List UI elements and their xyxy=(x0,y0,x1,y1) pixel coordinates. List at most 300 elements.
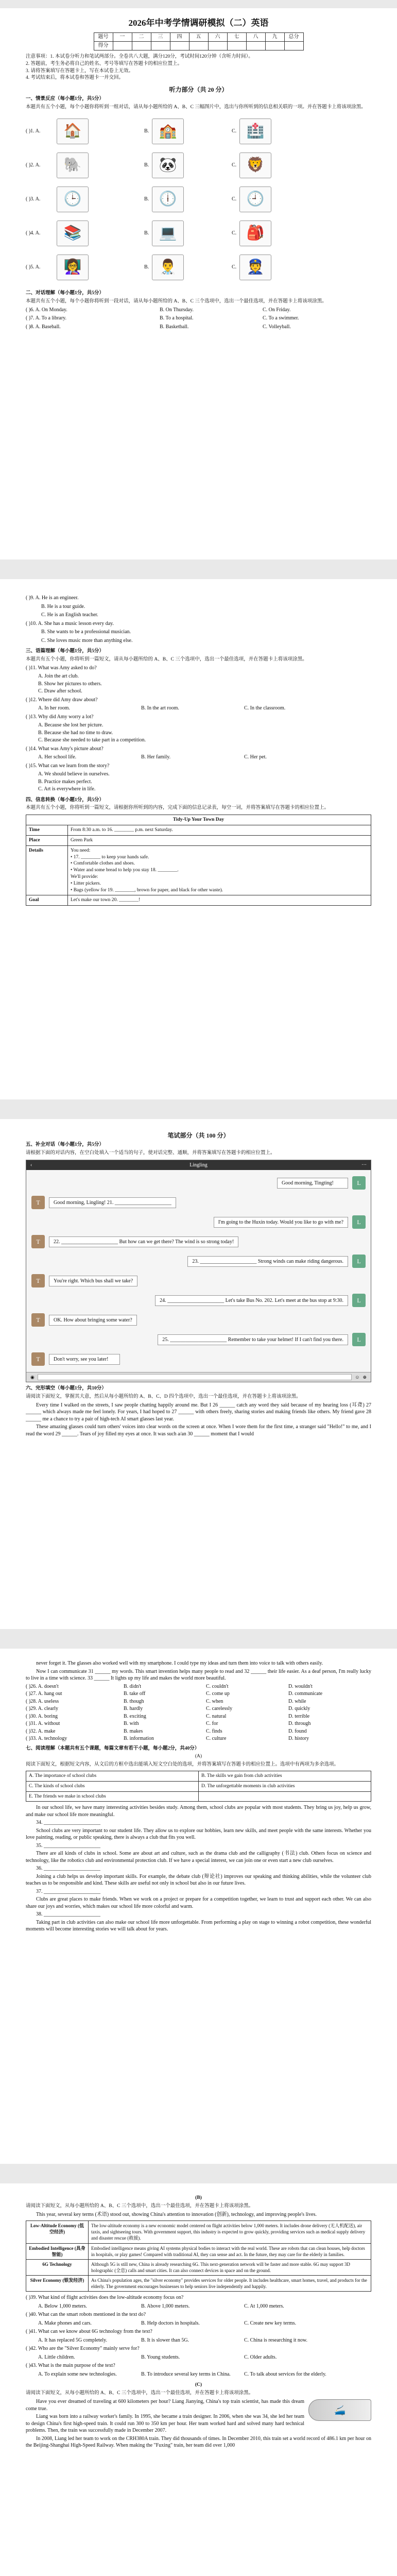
option: C. To talk about services for the elderly. xyxy=(244,2371,326,2377)
option-b: B. On Thursday. xyxy=(160,307,194,313)
cloze-option: B. though xyxy=(124,1698,144,1704)
cloze-option: D. history xyxy=(288,1736,309,1741)
cloze-option-row xyxy=(26,1705,371,1713)
question-row xyxy=(26,315,371,322)
page-gap xyxy=(0,560,397,579)
cloze-option: C. couldn't xyxy=(206,1683,229,1689)
chat-bubble: 23. ______________________ Strong winds can make riding dangerous. xyxy=(187,1256,348,1267)
paragraph: 36. ______________________ xyxy=(36,1866,100,1872)
exam-notes xyxy=(26,54,371,81)
term-name: Embodied Intelligence (具身智能) xyxy=(26,2243,89,2259)
score-header-cell: 六 xyxy=(208,32,227,41)
paragraph: Now I can communicate 31 ______ my words. This smart invention helps many people to read and 32 ______ their life easier. As a deaf person, I'm really lucky to live in a time with science. 33 ______ It lights up my life and makes the world more beautiful. xyxy=(26,1668,371,1681)
option-letter: B. xyxy=(144,230,149,236)
table-value: Green Park xyxy=(68,835,371,845)
option-cell: D. The unforgettable moments in club activities xyxy=(199,1781,371,1791)
score-header-cell: 八 xyxy=(246,32,265,41)
part3-instruction: 三、语篇理解（每小题1分，共5分） xyxy=(26,649,105,654)
part4-instruction: 四、信息转换（每小题1分，共5分） xyxy=(26,797,105,803)
option-line: C. He is an English teacher. xyxy=(41,612,98,618)
option: B. Young students. xyxy=(141,2354,180,2360)
option-letter: C. xyxy=(232,162,237,168)
page-2 xyxy=(10,579,387,1099)
cloze-option: B. didn't xyxy=(124,1683,142,1689)
table-row xyxy=(26,845,371,895)
picture-option xyxy=(57,255,144,280)
question-line: ( )15. What can we learn from the story? xyxy=(26,762,110,769)
option-picture-icon: 🎒 xyxy=(239,221,271,246)
picture-option xyxy=(57,187,144,212)
question-number: ( )3. A. xyxy=(26,196,41,202)
cloze-option: C. carelessly xyxy=(206,1706,233,1711)
table-key: Time xyxy=(26,825,68,836)
table-key: Details xyxy=(26,845,68,895)
part7b-title: (B) xyxy=(195,2195,202,2200)
paragraph: Joining a club helps us develop important skills. For example, the debate club (辩论社) improves our speaking and thinking abilities, while the volunteer club teaches us to be responsible and kind. These skills are useful not only in school but also in our future lives. xyxy=(26,1873,371,1887)
option-cell: B. The skills we gain from club activities xyxy=(199,1771,371,1781)
option-row xyxy=(38,2303,371,2310)
train-image: 🚄 xyxy=(308,2399,371,2421)
more-icon: ··· xyxy=(361,1162,367,1168)
option-picture-icon: 🏫 xyxy=(152,118,184,144)
paragraph: 38. ______________________ xyxy=(36,1911,100,1918)
paragraph: Every time I walked on the streets, I saw people chatting happily around me. But I 26 ______ catch any word they said because of my hearing loss (耳聋) 27 ______ which always made me feel lonely. For years, I had hoped to 27 ______ with others freely, sharing stories and making friends like others. My friend gave 28 ______ me a chance to try a pair of high-tech AI smart glasses last year. xyxy=(26,1402,371,1422)
score-header-cell: 七 xyxy=(227,32,246,41)
listening-title: 听力部分（共 20 分） xyxy=(169,86,228,94)
option-picture-icon: 📚 xyxy=(57,221,89,246)
option-letter: B. xyxy=(144,162,149,168)
avatar: L xyxy=(352,1215,366,1229)
picture-option xyxy=(232,118,319,144)
option-letter: C. xyxy=(232,128,237,134)
part6-instruction: 六、完形填空（每小题1分，共10分） xyxy=(26,1386,107,1392)
question-line: ( )10. A. She has a music lesson every day. xyxy=(26,620,114,626)
option: C. At 1,000 meters. xyxy=(244,2303,284,2309)
cloze-option: D. wouldn't xyxy=(288,1683,313,1689)
paragraph: 34. ______________________ xyxy=(36,1820,100,1826)
chat-message xyxy=(31,1294,366,1307)
cloze-option-row xyxy=(26,1690,371,1698)
option-row xyxy=(38,2337,371,2344)
option-letter: C. xyxy=(232,196,237,202)
score-cell xyxy=(170,41,189,50)
table-value: Let's make our town 20. ________! xyxy=(68,895,371,906)
option-row xyxy=(26,1791,371,1802)
picture-option xyxy=(232,187,319,212)
cloze-options xyxy=(26,1683,371,1742)
back-icon: ‹ xyxy=(30,1162,32,1168)
score-header-cell: 四 xyxy=(170,32,189,41)
option-row xyxy=(38,2354,371,2361)
option: A. Little children. xyxy=(38,2354,75,2360)
option-b: B. To a hospital. xyxy=(160,315,194,321)
score-cell xyxy=(265,41,284,50)
question-line: ( )40. What can the smart robots mentioned in the text do? xyxy=(26,2312,146,2318)
paragraph: There are all kinds of clubs in school. Some are about art and culture, such as the drama club and the calligraphy (书法) club. Others focus on science and technology, like the robotics club and environmental protection club. If we have a special interest, we can join one or even start a new club ourselves. xyxy=(26,1851,371,1863)
chat-bubble: OK. How about bringing some water? xyxy=(49,1315,137,1326)
page-gap xyxy=(0,1099,397,1119)
table-row xyxy=(26,895,371,906)
cloze-option: B. with xyxy=(124,1721,139,1726)
option: A. It has replaced 5G completely. xyxy=(38,2337,108,2343)
question-number: ( )1. A. xyxy=(26,128,41,134)
option-row xyxy=(38,754,371,761)
reading-options-box xyxy=(26,1771,371,1802)
question-line: ( )42. Who are the "Silver Economy" mainly serve for? xyxy=(26,2346,140,2352)
chat-window xyxy=(26,1160,371,1383)
part3-questions xyxy=(26,665,371,793)
chat-bubble: 25. ______________________ Remember to take your helmet! If I can't find you there. xyxy=(158,1334,348,1346)
avatar: T xyxy=(31,1313,45,1327)
cloze-option: ( )32. A. make xyxy=(26,1728,56,1734)
chat-input-bar xyxy=(26,1372,371,1382)
option-c: C. Volleyball. xyxy=(263,324,291,330)
picture-option xyxy=(57,152,144,178)
tidy-up-info-table xyxy=(26,815,371,906)
option: A. Because she lost her picture. xyxy=(38,722,103,728)
option: A. We should believe in ourselves. xyxy=(38,771,110,777)
picture-option xyxy=(144,187,232,212)
score-header-cell: 一 xyxy=(113,32,132,41)
chat-title-bar xyxy=(26,1160,371,1171)
option-row xyxy=(38,2371,371,2378)
picture-question xyxy=(26,150,371,181)
part7-instruction: 七、阅读理解（本题共有五个课题，每篇文章有若干小题，每小题2分，共40分） xyxy=(26,1745,200,1751)
picture-option xyxy=(144,118,232,144)
option-picture-icon: 🦁 xyxy=(239,152,271,178)
question-line: ( )43. What is the main purpose of the text? xyxy=(26,2363,115,2369)
picture-option xyxy=(57,221,144,246)
option-row xyxy=(38,705,371,712)
option-a: ( )7. A. To a library. xyxy=(26,315,67,321)
chat-message xyxy=(31,1333,366,1346)
option-picture-icon: 💻 xyxy=(152,221,184,246)
paragraph: In 2008, Liang led her team to work on the CRH380A train. They did thousands of times. In December 2010, this train set a world record of 486.1 km per hour on the Beijing-Shanghai High-Speed Railway. When making the "Fuxing" train, her team did over 1,000 xyxy=(26,2435,371,2449)
option: C. Her pet. xyxy=(244,754,267,760)
option: C. China is researching it now. xyxy=(244,2337,307,2343)
avatar: L xyxy=(352,1333,366,1346)
picture-option xyxy=(57,118,144,144)
chat-title: Lingling xyxy=(189,1162,208,1168)
picture-option xyxy=(144,152,232,178)
score-cell xyxy=(227,41,246,50)
avatar: T xyxy=(31,1274,45,1287)
question-number: ( )5. A. xyxy=(26,264,41,270)
question-number: ( )2. A. xyxy=(26,162,41,168)
cloze-option: ( )30. A. boring xyxy=(26,1713,58,1719)
cloze-option: B. exciting xyxy=(124,1713,146,1719)
part5-detail: 请根据下面的对话内容，在空白处填入一个适当的句子，使对话完整、通顺，并将答案填写在答题卡的相应位置上。 xyxy=(26,1150,275,1156)
option-column xyxy=(26,771,371,793)
term-name: Low-Altitude Economy (低空经济) xyxy=(26,2221,89,2243)
option: C. Create new key terms. xyxy=(244,2320,297,2326)
paragraph: Taking part in club activities can also make our school life more unforgettable. From performing a play on stage to winning a robot competition, these wonderful moments will become interesting stories we will talk about for years. xyxy=(26,1919,371,1933)
picture-question xyxy=(26,252,371,283)
chat-bubble: Don't worry, see you later! xyxy=(49,1354,120,1365)
cloze-option: C. natural xyxy=(206,1713,227,1719)
paragraph: In our school life, we have many interesting activities besides study. Among them, school clubs are popular with most students. They bring us joy, help us grow, and make our school life more meaningful. xyxy=(26,1805,371,1818)
page-1 xyxy=(10,8,387,560)
option-a: ( )6. A. On Monday. xyxy=(26,307,67,313)
option-row xyxy=(26,1771,371,1781)
picture-option xyxy=(232,221,319,246)
paragraph: never forget it. The glasses also worked well with my smartphone. I could type my ideas and turn them into voice to talk with others easily. xyxy=(36,1660,323,1666)
avatar: L xyxy=(352,1255,366,1268)
cloze-option-row xyxy=(26,1698,371,1705)
chat-message xyxy=(31,1274,366,1287)
avatar: L xyxy=(352,1176,366,1190)
part7a-title: (A) xyxy=(195,1754,202,1759)
term-row xyxy=(26,2243,371,2259)
paragraph: Have you ever dreamed of traveling at 600 kilometers per hour? Liang Jianying, China's top train scientist, has made this dream come true. xyxy=(26,2399,304,2412)
chat-input xyxy=(38,1374,352,1380)
picture-option xyxy=(232,255,319,280)
part3-detail: 本题共有五个小题，你将听到一篇短文，请从每小题所给的 A、B、C 三个选项中，选出一个最佳选项，并在答题卡上将该项涂黑。 xyxy=(26,656,307,662)
option: B. Above 1,000 meters. xyxy=(141,2303,190,2309)
table-row xyxy=(26,835,371,845)
part7c-title: (C) xyxy=(195,2382,202,2388)
question-row xyxy=(26,307,371,314)
option: C. In the classroom. xyxy=(244,705,286,711)
option: C. Because she needed to take part in a competition. xyxy=(38,737,146,743)
cloze-option: B. makes xyxy=(124,1728,143,1734)
chat-bubble: 24. ______________________ Let's take Bus No. 202. Let's meet at the bus stop at 9:30. xyxy=(155,1295,348,1307)
term-description: The low-altitude economy is a new economic model centered on flight activities below 1,000 meters. It includes drone delivery (无人机配送), air taxis, and sightseeing tours. With government support, this industry is expected to grow quickly, providing services such as medical supply delivery and disaster rescue (救援). xyxy=(89,2221,371,2243)
cloze-passage-cont xyxy=(26,1660,371,1682)
part2-detail: 本题共有五个小题，每个小题你将听到一段对话，请从每小题所给的 A、B、C 三个选项中，选出一个最佳选项，并在答题卡上将该项涂黑。 xyxy=(26,298,327,304)
question-row xyxy=(26,324,371,331)
cloze-option: C. come up xyxy=(206,1691,230,1697)
chat-bubble: 22. ______________________ But how can we get there? The wind is so strong today! xyxy=(49,1236,238,1248)
cloze-option: ( )27. A. hang out xyxy=(26,1691,62,1697)
option-letter: B. xyxy=(144,196,149,202)
term-row xyxy=(26,2259,371,2275)
option-c: C. To a swimmer. xyxy=(263,315,299,321)
chat-bubble: Good morning, Lingling! 21. ______________________ xyxy=(49,1197,176,1209)
option-row xyxy=(26,1781,371,1791)
chat-messages xyxy=(26,1176,371,1366)
option-line: B. He is a tour guide. xyxy=(41,603,85,609)
option: B. Her family. xyxy=(141,754,171,760)
term-description: As China's population ages, the "silver economy" provides services for older people. It includes healthcare, smart homes, travel, and products for the elderly. The government encourages businesses to help seniors live independently and happily. xyxy=(89,2276,371,2292)
option-picture-icon: 👩‍🏫 xyxy=(57,255,89,280)
option-letter: B. xyxy=(144,128,149,134)
cloze-option: C. finds xyxy=(206,1728,222,1734)
reading-passage-a xyxy=(26,1804,371,1933)
chat-bubble: You're right. Which bus shall we take? xyxy=(49,1276,137,1287)
picture-option xyxy=(144,255,232,280)
option: C. Draw after school. xyxy=(38,688,82,694)
part7b-questions xyxy=(26,2294,371,2378)
table-value: From 8:30 a.m. to 16. ________ p.m. next Saturday. xyxy=(68,825,371,836)
score-cell xyxy=(284,41,303,50)
option: A. Her school life. xyxy=(38,754,77,760)
part1-detail: 本题共有五个小题，每个小题你将听到一组对话，请从每小题所给的 A、B、C 三幅图片中，选出与你所听到的信息相关联的一项。并在答题卡上将该项涂黑。 xyxy=(26,105,366,110)
picture-option xyxy=(232,152,319,178)
score-table xyxy=(94,32,304,50)
term-description: Although 5G is still new, China is already researching 6G. This next-generation network will be faster and more stable. 6G may support 3D holographic (全息) calls and smart cities. It can also connect devices in space and on the ground. xyxy=(89,2259,371,2275)
option: A. Below 1,000 meters. xyxy=(38,2303,87,2309)
cloze-option: ( )33. A. technology xyxy=(26,1736,67,1741)
score-header-cell: 五 xyxy=(189,32,208,41)
option-line: B. She wants to be a professional musician. xyxy=(41,629,131,635)
picture-option xyxy=(144,221,232,246)
page-3 xyxy=(10,1119,387,1629)
paragraph: 35. ______________________ xyxy=(36,1842,100,1849)
option-a: ( )8. A. Baseball. xyxy=(26,324,61,330)
cloze-option: ( )28. A. useless xyxy=(26,1698,59,1704)
chat-message xyxy=(31,1313,366,1327)
cloze-option: D. quickly xyxy=(288,1706,310,1711)
term-name: Silver Economy (银发经济) xyxy=(26,2276,89,2292)
option: B. Because she had no time to draw. xyxy=(38,730,113,736)
chat-bubble: I'm going to the Huxin today. Would you like to go with me? xyxy=(214,1217,348,1228)
option-picture-icon: 👨‍⚕️ xyxy=(152,255,184,280)
cloze-option: B. take off xyxy=(124,1691,146,1697)
cloze-option: C. for xyxy=(206,1721,218,1726)
score-header-cell: 三 xyxy=(151,32,170,41)
part5-instruction: 五、补全对话（每小题1分，共5分） xyxy=(26,1142,105,1148)
term-row xyxy=(26,2221,371,2243)
cloze-option: D. through xyxy=(288,1721,311,1726)
option: B. Practice makes perfect. xyxy=(38,778,92,785)
score-header-cell: 二 xyxy=(132,32,151,41)
option-cell: A. The importance of school clubs xyxy=(26,1771,199,1781)
option-letter: C. xyxy=(232,264,237,270)
paragraph: Clubs are great places to make friends. When we work on a project or prepare for a competition together, we learn to trust and support each other. We can also share our joys and worries, which makes our school life more colorful and warm. xyxy=(26,1896,371,1909)
option: A. Join the art club. xyxy=(38,673,79,680)
score-cell xyxy=(151,41,170,50)
table-key: Place xyxy=(26,835,68,845)
cloze-option: B. hardly xyxy=(124,1706,143,1711)
cloze-option-row xyxy=(26,1735,371,1742)
score-cell xyxy=(208,41,227,50)
term-row xyxy=(26,2276,371,2292)
exam-title: 2026年中考学情调研模拟（二）英语 xyxy=(128,18,269,28)
option-letter: C. xyxy=(232,230,237,236)
page-4 xyxy=(10,1649,387,2164)
score-row-label: 得分 xyxy=(94,41,113,50)
chat-message xyxy=(31,1235,366,1248)
option: C. Older adults. xyxy=(244,2354,277,2360)
cloze-option: ( )31. A. without xyxy=(26,1721,60,1726)
chat-message xyxy=(31,1176,366,1190)
option-picture-icon: 🏥 xyxy=(239,118,271,144)
option-picture-icon: 🐼 xyxy=(152,152,184,178)
option-c: C. On Friday. xyxy=(263,307,291,313)
cloze-option-row xyxy=(26,1713,371,1720)
option-letter: B. xyxy=(144,264,149,270)
paragraph: Liang was born into a railway worker's family. In 1995, she became a train designer. In 2006, when she was 34, she led her team to design China's first high-speed train. It could run 300 to 350 km per hour. Her team worked hard and solved many hard technical problems. Then, the train was successfully made in December 2007. xyxy=(26,2414,304,2434)
part4-detail: 本题共有五个小题，你将听到一篇短文，请根据你所听到的内容，完成下面的信息记录表，每空一词，并将答案填写在答题卡的相应位置上。 xyxy=(26,805,330,811)
avatar: T xyxy=(31,1196,45,1209)
option-line: C. She loves music more than anything else. xyxy=(41,637,133,643)
option-picture-icon: 🕘 xyxy=(239,187,271,212)
written-title: 笔试部分（共 100 分） xyxy=(167,1132,230,1139)
page-5 xyxy=(10,2183,387,2576)
option: B. Show her pictures to others. xyxy=(38,681,102,687)
option-column xyxy=(26,673,371,695)
question-line: ( )11. What was Amy asked to do? xyxy=(26,665,97,671)
score-cell xyxy=(132,41,151,50)
avatar: L xyxy=(352,1294,366,1307)
cloze-option-row xyxy=(26,1728,371,1735)
option-cell: C. The kinds of school clubs xyxy=(26,1781,199,1791)
cloze-option: C. when xyxy=(206,1698,223,1704)
cloze-option: C. culture xyxy=(206,1736,227,1741)
part2-questions xyxy=(26,307,371,331)
emoji-icon: ☺ xyxy=(355,1375,360,1380)
part7c-detail: 请阅读下面短文，从每小题所给的 A、B、C 三个选项中，选出一个最佳选项，并在答题卡上将该项涂黑。 xyxy=(26,2391,254,2396)
option-picture-icon: 👮 xyxy=(239,255,271,280)
cloze-passage xyxy=(26,1402,371,1438)
score-header-cell: 题号 xyxy=(94,32,113,41)
paragraph: These amazing glasses could turn others' voices into clear words on the screen at once. When I wore them for the first time, a stranger said "Hello!" to me, and I read the word 29 ______. Tears of joy filled my eyes at once. It was such a/an 30 ______ moment that I would xyxy=(26,1424,371,1437)
key-terms-table xyxy=(26,2221,371,2292)
chat-message xyxy=(31,1352,366,1366)
note-line: 4. 考试结束后，将本试卷和答题卡一并交回。 xyxy=(26,75,124,81)
picture-questions xyxy=(26,116,371,283)
score-cell xyxy=(113,41,132,50)
page-gap xyxy=(0,2164,397,2183)
part1-instruction: 一、情景反应（每小题1分，共5分） xyxy=(26,96,105,102)
option: B. It is slower than 5G. xyxy=(141,2337,189,2343)
question-line: ( )14. What was Amy's picture about? xyxy=(26,745,103,752)
picture-question xyxy=(26,116,371,147)
cloze-option: ( )29. A. clearly xyxy=(26,1706,59,1711)
picture-question xyxy=(26,184,371,215)
paragraph: 37. ______________________ xyxy=(36,1888,100,1894)
paragraph: School clubs are very important to our student life. They allow us to explore our hobbies, learn new skills, and meet people with the same interests. Whether you love painting, reading, or public speaking, there is always a club that fits you well. xyxy=(26,1827,371,1841)
part7b-detail: 请阅读下面短文，从每小题所给的 A、B、C 三个选项中，选出一个最佳选项，并在答题卡上将该项涂黑。 xyxy=(26,2203,254,2209)
cloze-option: ( )26. A. doesn't xyxy=(26,1683,59,1689)
question-line: ( )41. What can we know about 6G technology from the text? xyxy=(26,2329,152,2335)
score-cell xyxy=(189,41,208,50)
option: A. In her room. xyxy=(38,705,70,711)
note-line: 3. 请将答案填写在答题卡上，写在本试卷上无效。 xyxy=(26,68,134,74)
score-header-cell: 九 xyxy=(265,32,284,41)
option-b: B. Basketball. xyxy=(160,324,189,330)
option-column xyxy=(26,722,371,744)
question-line: ( )9. A. He is an engineer. xyxy=(26,595,79,601)
chat-message xyxy=(31,1255,366,1268)
voice-icon: ◉ xyxy=(30,1375,34,1380)
cloze-option-row xyxy=(26,1720,371,1727)
question-number: ( )4. A. xyxy=(26,230,41,236)
cloze-option: B. information xyxy=(124,1736,154,1741)
part2-instruction: 二、对话理解（每小题1分，共5分） xyxy=(26,291,105,296)
part6-detail: 请阅读下面短文，掌握其大意，然后从每小题所给的 A、B、C、D 四个选项中，选出一个最佳选项，并在答题卡上将该项涂黑。 xyxy=(26,1394,301,1400)
part2-questions-cont xyxy=(26,595,371,644)
chat-message xyxy=(31,1215,366,1229)
option: B. Help doctors in hospitals. xyxy=(141,2320,200,2326)
option-picture-icon: 🐘 xyxy=(57,152,89,178)
option: C. Art is everywhere in life. xyxy=(38,786,96,792)
option-picture-icon: 🏠 xyxy=(57,118,89,144)
table-row xyxy=(26,825,371,836)
cloze-option: D. communicate xyxy=(288,1691,323,1697)
note-line: 2. 答题前，考生务必将自己的姓名、考号等填写在答题卡的相应位置上。 xyxy=(26,61,183,66)
question-line: ( )13. Why did Amy worry a lot? xyxy=(26,714,94,720)
note-line: 注意事项：1. 本试卷分听力和笔试两部分。全卷共八大题，满分120分，考试时间120分钟（含听力时间）。 xyxy=(26,54,253,59)
cloze-option-row xyxy=(26,1683,371,1690)
score-header-cell: 总分 xyxy=(284,32,303,41)
picture-question xyxy=(26,218,371,249)
question-line: ( )39. What kind of flight activities does the low-altitude economy focus on? xyxy=(26,2295,184,2301)
plus-icon: ⊕ xyxy=(363,1375,367,1380)
chat-bubble: Good morning, Tingting! xyxy=(277,1178,348,1189)
table-title: Tidy-Up Your Town Day xyxy=(26,815,371,825)
